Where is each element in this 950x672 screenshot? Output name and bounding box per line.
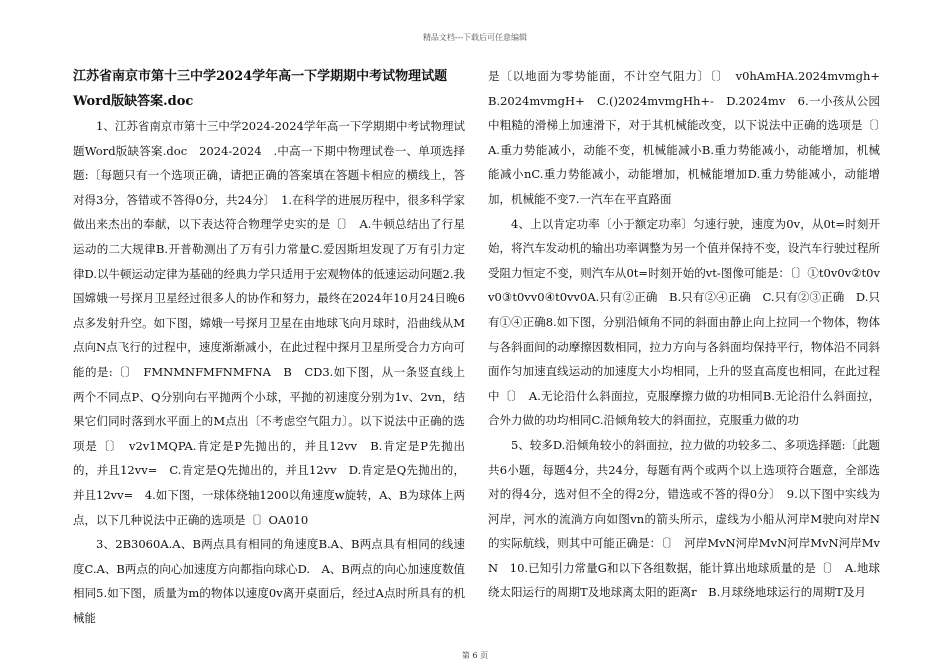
document-title-line2: Word版缺答案.doc (73, 94, 194, 109)
document-title-line1: 江苏省南京市第十三中学2024学年高一下学期期中考试物理试题 (73, 69, 448, 84)
paragraph-5: 5、较多D.沿倾角较小的斜面拉，拉力做的功较多二、多项选择题:〔此题共6小题，每题4分，共24分，每题有两个或两个以上选项符合题意，全部选对的得4分，选对但不全的得2分，错选或不答的得0分〕 9.以下图中实线为河岸，河水的流淌方向如图vn的箭头所示，虚线为小船从河岸M驶向对岸N的实际航线，则其中可能正确是：〔〕 河岸MvN河岸MvN河岸MvN河岸MvN 10.已知引力常量G和以下各组数据，能计算出地球质量的是〔〕 A.地球绕太阳运行的周期T及地球离太阳的距离r B.月球绕地球运行的周期T及月 (488, 437, 880, 600)
paragraph-3: 3、2B3060A.A、B两点具有相同的角速度B.A、B两点具有相同的线速度C.A、B两点的向心加速度方向都指向球心D. A、B两点的向心加速度数值相同5.如下图，质量为m的物体以速度0v离开桌面后，经过A点时所具有的机械能 (73, 537, 465, 625)
page-header: 精品文档---下载后可任意编辑 (422, 33, 528, 42)
page-number: 第 6 页 (461, 651, 489, 660)
left-column (73, 64, 465, 630)
paragraph-4: 4、上以肯定功率〔小于额定功率〕匀速行驶，速度为0v，从0t=时刻开始，将汽车发动机的输出功率调整为另一个值并保持不变，设汽车行驶过程所受阻力恒定不变，则汽车从0t=时刻开始的vt-图像可能是：〔〕①t0v0v②t0vv0③t0vv0④t0vv0A.只有②正确 B.只有②④正确 C.只有②③正确 D.只有①④正确8.如下图，分别沿倾角不同的斜面由静止向上拉同一个物体，物体与各斜面间的动摩擦因数相同，拉力方向与各斜面均保持平行，物体沿不同斜面作匀加速直线运动的加速度大小均相同，上升的竖直高度也相同，在此过程中〔〕 A.无论沿什么斜面拉，克服摩擦力做的功相同B.无论沿什么斜面拉，合外力做的功均相同C.沿倾角较大的斜面拉，克服重力做的功 (488, 216, 880, 428)
paragraph-continuation: 是〔以地面为零势能面，不计空气阻力〕〔〕 v0hAmHA.2024mvmgh+ B.2024mvmgH+ C.()2024mvmgHh+- D.2024mv 6.一小孩从公园中粗糙的滑梯上加速滑下，对于其机械能改变，以下说法中正确的选项是〔〕 A.重力势能减小，动能不变，机械能减小B.重力势能减小，动能增加，机械能减小nC.重力势能减小，动能增加，机械能增加D.重力势能减小，动能增加，机械能不变7.一汽车在平直路面 (488, 69, 892, 206)
right-column (488, 64, 892, 605)
paragraph-1: 1、江苏省南京市第十三中学2024-2024学年高一下学期期中考试物理试题Word版缺答案.doc 2024-2024 .中高一下期中物理试卷一、单项选择题:〔每题只有一个选项正确，请把正确的答案填在答题卡相应的横线上，答对得3分，答错或不答得0分，共24分〕 1.在科学的进展历程中，很多科学家做出来杰出的奉献，以下表达符合物理学史实的是〔〕 A.牛顿总结出了行星运动的二大规律B.开普勒测出了万有引力常量C.爱因斯坦发现了万有引力定律D.以牛顿运动定律为基础的经典力学只适用于宏观物体的低速运动问题2.我国嫦娥一号探月卫星经过很多人的协作和努力，最终在2024年10月24日晚6点多发射升空。如下图，嫦娥一号探月卫星在由地球飞向月球时，沿曲线从M点向N点飞行的过程中，速度渐渐减小，在此过程中探月卫星所受合力方向可能的是:〔〕 FMNMNFMFNMFNA B CD3.如下图，从一条竖直线上两个不同点P、Q分别向右平抛两个小球，平抛的初速度分别为1v、2vn，结果它们同时落到水平面上的M点出〔不考虑空气阻力〕。以下说法中正确的选项是〔〕 v2v1MQPA.肯定是P先抛出的，并且12vv B.肯定是P先抛出的，并且12vv= C.肯定是Q先抛出的，并且12vv D.肯定是Q先抛出的，并且12vv= 4.如下图，一球体绕轴1200以角速度w旋转，A、B为球体上两点，以下几种说法中正确的选项是〔〕OA010 (73, 119, 465, 527)
